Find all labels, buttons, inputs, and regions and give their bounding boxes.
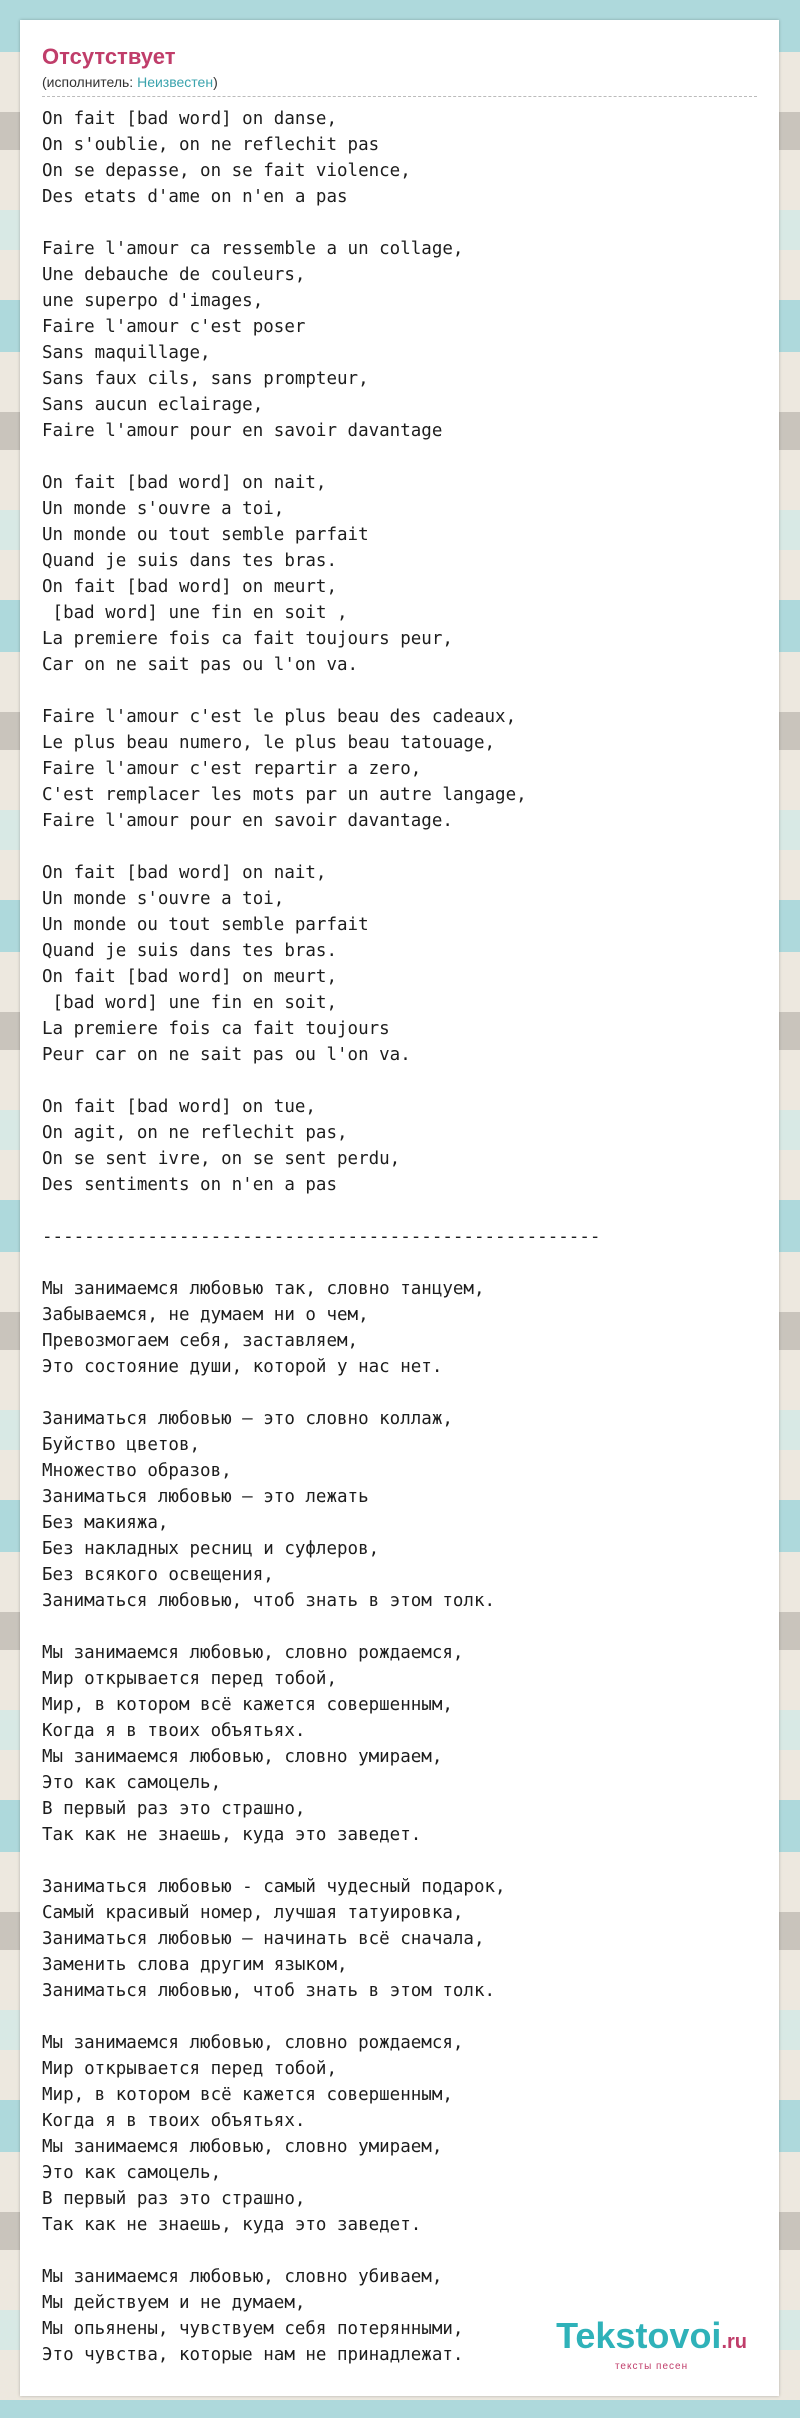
- artist-suffix: ): [213, 74, 218, 90]
- logo-tld: .ru: [721, 2331, 747, 2353]
- site-logo[interactable]: [556, 2315, 747, 2372]
- artist-link[interactable]: Неизвестен: [137, 74, 214, 90]
- artist-prefix: (исполнитель:: [42, 74, 138, 90]
- artist-line: [42, 74, 757, 97]
- logo-wordmark: [556, 2315, 747, 2360]
- song-title: Отсутствует: [42, 44, 176, 69]
- lyrics-card: [20, 20, 779, 2396]
- logo-tagline: тексты песен: [614, 2361, 689, 2372]
- lyrics-text: On fait [bad word] on danse, On s'oublie, on ne reflechit pas On se depasse, on se fait violence, Des etats d'ame on n'en a pas Faire l'amour ca ressemble a un collage, Une debauche de couleurs, une superpo d'images, Faire l'amour c'est poser Sans maquillage, Sans faux cils, sans prompteur, Sans aucun eclairage, Faire l'amour pour en savoir davantage On fait [bad word] on nait, Un monde s'ouvre a toi, Un monde ou tout semble parfait Quand je suis dans tes bras. On fait [bad word] on meurt, [bad word] une fin en soit , La premiere fois ca fait toujours peur, Car on ne sait pas ou l'on va. Faire l'amour c'est le plus beau des cadeaux, Le plus beau numero, le plus beau tatouage, Faire l'amour c'est repartir a zero, C'est remplacer les mots par un autre langage, Faire l'amour pour en savoir davantage. On fait [bad word] on nait, Un monde s'ouvre a toi, Un monde ou tout semble parfait Quand je suis dans tes bras. On fait [bad word] on meurt, [bad word] une fin en soit, La premiere fois ca fait toujours Peur car on ne sait pas ou l'on va. On fait [bad word] on tue, On agit, on ne reflechit pas, On se sent ivre, on se sent perdu, Des sentiments on n'en a pas ----------------------------------------------------- Мы занимаемся любовью так, словно танцуем, Забываемся, не думаем ни о чем, Превозмогаем себя, заставляем, Это состояние души, которой у нас нет. Заниматься любовью – это словно коллаж, Буйство цветов, Множество образов, Заниматься любовью – это лежать Без макияжа, Без накладных ресниц и суфлеров, Без всякого освещения, Заниматься любовью, чтоб знать в этом толк. Мы занимаемся любовью, словно рождаемся, Мир открывается перед тобой, Мир, в котором всё кажется совершенным, Когда я в твоих объятьях. Мы занимаемся любовью, словно умираем, Это как самоцель, В первый раз это страшно, Так как не знаешь, куда это заведет. Заниматься любовью - самый чудесный подарок, Самый красивый номер, лучшая татуировка, Заниматься любовью – начинать всё сначала, Заменить слова другим языком, Заниматься любовью, чтоб знать в этом толк. Мы занимаемся любовью, словно рождаемся, Мир открывается перед тобой, Мир, в котором всё кажется совершенным, Когда я в твоих объятьях. Мы занимаемся любовью, словно умираем, Это как самоцель, В первый раз это страшно, Так как не знаешь, куда это заведет. Мы занимаемся любовью, словно убиваем, Мы действуем и не думаем, Мы опьянены, чувствуем себя потерянными, Это чувства, которые нам не принадлежат.: [42, 109, 601, 2365]
- logo-name: Tekstovoi: [556, 2315, 722, 2356]
